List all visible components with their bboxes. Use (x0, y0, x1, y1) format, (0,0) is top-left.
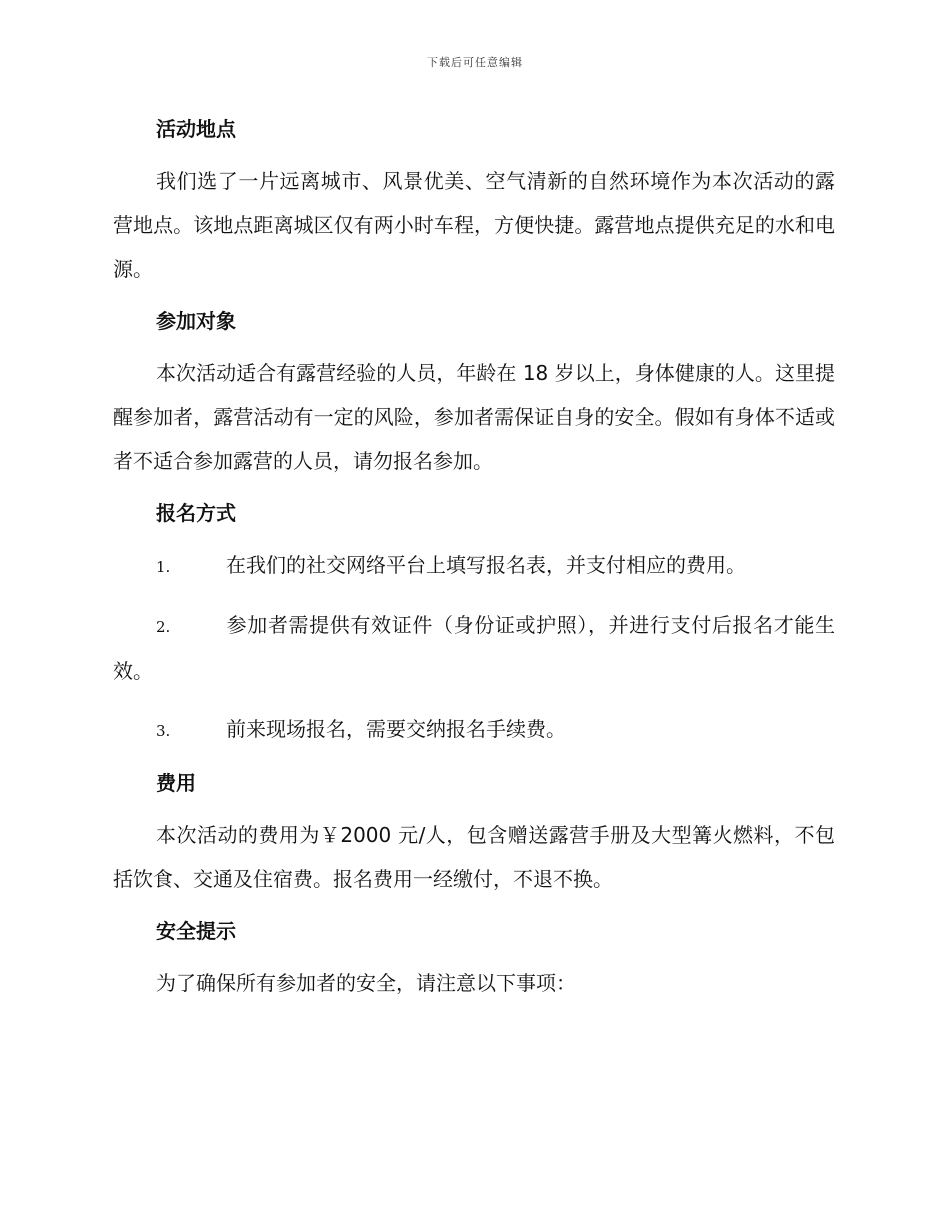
section-title-location: 活动地点 (156, 117, 236, 141)
list-text: 参加者需提供有效证件（身份证或护照），并进行支付后报名才能生效。 (113, 613, 835, 683)
section-title-registration: 报名方式 (156, 501, 236, 525)
list-item (113, 707, 835, 753)
list-item (113, 543, 835, 589)
section-title-participants: 参加对象 (156, 309, 236, 333)
list-number: 3. (156, 722, 171, 740)
section-body-participants: 本次活动适合有露营经验的人员，年龄在 18 岁以上，身体健康的人。这里提醒参加者，露营活动有一定的风险，参加者需保证自身的安全。假如有身体不适或者不适合参加露营的人员，请勿报名参加。 (113, 361, 835, 473)
list-number: 1. (156, 558, 171, 576)
list-text: 前来现场报名，需要交纳报名手续费。 (226, 717, 566, 741)
header-note: 下载后可任意编辑 (427, 56, 523, 69)
list-item (113, 603, 835, 693)
section-body-fee: 本次活动的费用为￥2000 元/人，包含赠送露营手册及大型篝火燃料，不包括饮食、交通及住宿费。报名费用一经缴付，不退不换。 (113, 823, 835, 891)
section-title-fee: 费用 (156, 771, 196, 795)
section-body-safety: 为了确保所有参加者的安全，请注意以下事项： (156, 971, 576, 995)
list-text: 在我们的社交网络平台上填写报名表，并支付相应的费用。 (226, 553, 746, 577)
section-body-location: 我们选了一片远离城市、风景优美、空气清新的自然环境作为本次活动的露营地点。该地点距离城区仅有两小时车程，方便快捷。露营地点提供充足的水和电源。 (113, 169, 835, 281)
list-number: 2. (156, 618, 171, 636)
document-content (113, 113, 835, 1005)
section-title-safety: 安全提示 (156, 919, 236, 943)
